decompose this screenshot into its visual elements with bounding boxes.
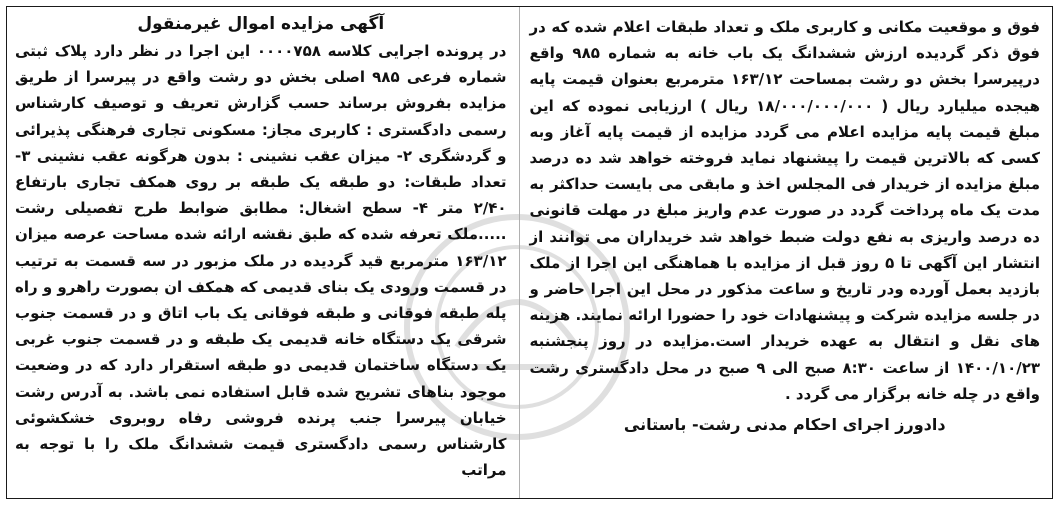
notice-column-left <box>520 7 1052 498</box>
notice-body-left: فوق و موقعیت مکانی و کاربری ملک و تعداد طبقات اعلام شده که در فوق ذکر گردیده ارزش ششدانگ یک باب خانه به شماره ۹۸۵ واقع درپیرسرا بخش دو رشت بمساحت ۱۶۳/۱۲ مترمربع بعنوان قیمت پایه هیجده میلیارد ریال ( ۱۸/۰۰۰/۰۰۰/۰۰۰ ریال ) ارزیابی نموده که این مبلغ قیمت پایه مزایده اعلام می گردد مزایده از قیمت پایه آغاز وبه کسی که بالاترین قیمت را پیشنهاد نماید فروخته خواهد شد ده درصد مبلغ مزایده از خریدار فی المجلس اخذ و مابقی می بایست حداکثر به مدت یک ماه پرداخت گردد در صورت عدم واریز مبلغ در مهلت قانونی ده درصد واریزی به نفع دولت ضبط خواهد شد خریداران می توانند از انتشار این آگهی تا ۵ روز قبل از مزایده با هماهنگی این اجرا از ملک بازدید بعمل آورده ودر تاریخ و ساعت مذکور در محل این اجرا حاضر و در جلسه مزایده شرکت و پیشنهادات خود را حضورا ارائه نمایند. هزینه های نقل و انتقال به عهده خریدار است.مزایده در روز پنجشنبه ۱۴۰۰/۱۰/۲۳ از ساعت ۸:۳۰ صبح الی ۹ صبح در محل دادگستری رشت واقع در چله خانه برگزار می گردد . <box>529 18 1041 403</box>
notice-signature: دادورز اجرای احکام مدنی رشت- باستانی <box>623 415 946 435</box>
notice-frame <box>6 6 1053 499</box>
notice-title: آگهی مزایده اموال غیرمنقول <box>137 14 385 34</box>
notice-column-right <box>7 7 519 498</box>
notice-body-right: در پرونده اجرایی کلاسه ۰۰۰۰۷۵۸ این اجرا در نظر دارد پلاک ثبتی شماره فرعی ۹۸۵ اصلی بخش دو رشت واقع در پیرسرا از طریق مزایده بفروش برساند حسب گزارش تعریف و توصیف کارشناس رسمی دادگستری : کاربری مجاز: مسکونی تجاری فرهنگی پذیرائی و گردشگری ۲- میزان عقب نشینی : بدون هرگونه عقب نشینی ۳- تعداد طبقات: دو طبقه یک طبقه بر روی همکف تجاری بارتفاع ۲/۴۰ متر ۴- سطح اشغال: مطابق ضوابط طرح تفصیلی رشت .....ملک تعرفه شده که طبق نقشه ارائه شده مساحت عرصه میزان ۱۶۳/۱۲ مترمربع قید گردیده در ملک مزبور در سه قسمت به ترتیب در قسمت ورودی یک بنای قدیمی که همکف ان بصورت راهرو و راه پله طبقه فوقانی و طبقه فوقانی یک باب اتاق و در قسمت جنوب شرقی یک دستگاه خانه قدیمی یک طبقه و در قسمت جنوب غربی یک دستگاه ساختمان قدیمی دو طبقه استقرار دارد که در وضعیت موجود بناهای تشریح شده قابل استفاده نمی باشد. به آدرس رشت خیابان پیرسرا جنب پرنده فروشی رفاه روبروی خشکشوئی کارشناس رسمی دادگستری قیمت ششدانگ ملک را با توجه به مراتب <box>15 42 507 480</box>
notice-columns <box>7 7 1052 498</box>
